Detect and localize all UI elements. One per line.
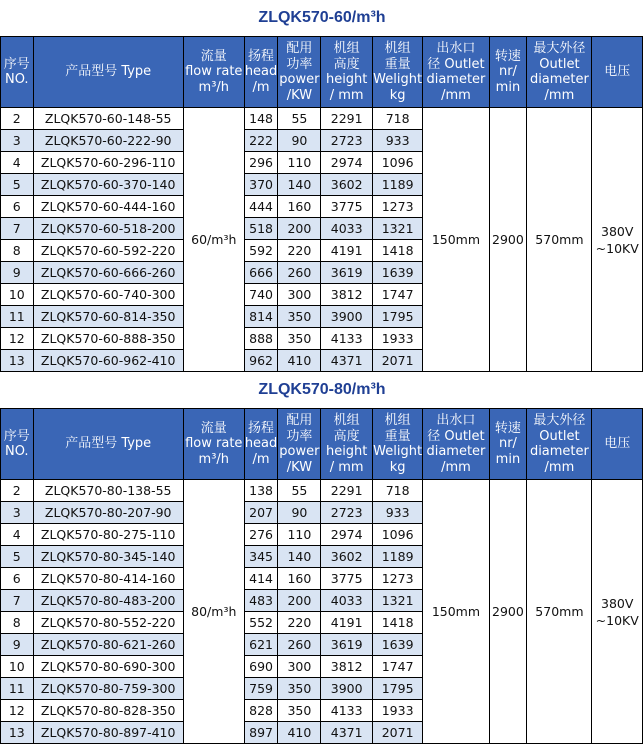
cell-head: 483 [244, 590, 278, 612]
cell-height: 3619 [321, 634, 372, 656]
header-line: height [325, 72, 368, 87]
cell-head: 814 [244, 306, 278, 328]
cell-power: 200 [278, 590, 321, 612]
cell-weight: 1795 [372, 678, 422, 700]
cell-no: 13 [1, 722, 34, 744]
cell-model: ZLQK570-60-814-350 [33, 306, 183, 328]
cell-weight: 1273 [372, 568, 422, 590]
cell-model: ZLQK570-60-962-410 [33, 350, 183, 372]
voltage-line: ~10KV [595, 240, 639, 256]
cell-weight: 2071 [372, 722, 422, 744]
cell-height: 3775 [321, 568, 372, 590]
cell-height: 3900 [321, 306, 372, 328]
cell-head: 518 [244, 218, 278, 240]
header-line: 机组 [384, 41, 411, 56]
cell-head: 222 [244, 130, 278, 152]
cell-height: 3812 [321, 656, 372, 678]
header-line: 产品型号 Type [65, 436, 152, 452]
header-line: 径 Outlet [427, 428, 485, 444]
header-line: 扬程 [248, 48, 275, 64]
cell-model: ZLQK570-60-518-200 [33, 218, 183, 240]
header-line: Outlet [539, 428, 580, 444]
header-maxdia [527, 37, 592, 108]
section-title: ZLQK570-60/m³h [258, 9, 386, 26]
cell-weight: 1639 [372, 262, 422, 284]
cell-no: 2 [1, 480, 34, 502]
cell-model: ZLQK570-60-370-140 [33, 174, 183, 196]
cell-weight: 718 [372, 480, 422, 502]
cell-head: 207 [244, 502, 278, 524]
cell-weight: 1418 [372, 240, 422, 262]
cell-head: 138 [244, 480, 278, 502]
header-line: power [279, 444, 320, 459]
voltage-line: 380V [601, 595, 634, 611]
cell-head: 621 [244, 634, 278, 656]
cell-no: 12 [1, 700, 34, 722]
cell-head: 414 [244, 568, 278, 590]
cell-head: 828 [244, 700, 278, 722]
header-line: / mm [329, 459, 364, 475]
voltage-line: ~10KV [595, 612, 639, 628]
cell-model: ZLQK570-80-483-200 [33, 590, 183, 612]
header-line: 机组 [384, 413, 411, 428]
spec-table [0, 408, 643, 744]
cell-weight: 1747 [372, 656, 422, 678]
cell-model: ZLQK570-80-897-410 [33, 722, 183, 744]
cell-power: 300 [278, 656, 321, 678]
header-line: 机组 [333, 41, 360, 56]
cell-no: 10 [1, 284, 34, 306]
cell-height: 4371 [321, 350, 372, 372]
cell-power: 410 [278, 350, 321, 372]
header-line: head [244, 64, 278, 80]
cell-no: 13 [1, 350, 34, 372]
cell-model: ZLQK570-60-222-90 [33, 130, 183, 152]
cell-no: 9 [1, 634, 34, 656]
cell-power: 110 [278, 524, 321, 546]
cell-height: 4191 [321, 612, 372, 634]
header-head [244, 409, 278, 480]
cell-power: 55 [278, 480, 321, 502]
cell-weight: 933 [372, 130, 422, 152]
header-line: Welight [373, 72, 423, 87]
header-voltage [592, 37, 643, 108]
cell-power: 140 [278, 546, 321, 568]
cell-height: 2291 [321, 480, 372, 502]
cell-model: ZLQK570-80-828-350 [33, 700, 183, 722]
header-no [1, 409, 34, 480]
cell-head: 888 [244, 328, 278, 350]
cell-maxdia: 570mm [527, 480, 592, 744]
header-power [278, 409, 321, 480]
cell-voltage [592, 480, 643, 744]
cell-power: 90 [278, 130, 321, 152]
header-speed [489, 37, 527, 108]
cell-model: ZLQK570-80-275-110 [33, 524, 183, 546]
cell-speed: 2900 [489, 108, 527, 372]
header-line: m³/h [198, 451, 230, 467]
header-line: 机组 [333, 413, 360, 428]
cell-weight: 1189 [372, 546, 422, 568]
cell-power: 350 [278, 306, 321, 328]
header-line: 最大外径 [533, 413, 586, 428]
cell-model: ZLQK570-80-621-260 [33, 634, 183, 656]
cell-model: ZLQK570-80-414-160 [33, 568, 183, 590]
header-line: flow rate [185, 64, 243, 80]
header-speed [489, 409, 527, 480]
cell-power: 160 [278, 568, 321, 590]
cell-outlet: 150mm [423, 108, 489, 372]
cell-power: 260 [278, 262, 321, 284]
cell-no: 8 [1, 612, 34, 634]
cell-no: 6 [1, 568, 34, 590]
header-line: 高度 [333, 56, 360, 72]
header-line: power [279, 72, 320, 87]
cell-weight: 1795 [372, 306, 422, 328]
cell-no: 10 [1, 656, 34, 678]
header-model [33, 37, 183, 108]
cell-height: 2723 [321, 130, 372, 152]
header-line: /KW [286, 459, 313, 475]
cell-head: 666 [244, 262, 278, 284]
cell-weight: 1321 [372, 590, 422, 612]
cell-weight: 1321 [372, 218, 422, 240]
header-height [321, 37, 372, 108]
header-line: 重量 [384, 56, 411, 72]
spec-table [0, 36, 643, 372]
header-line: 径 Outlet [427, 56, 485, 72]
header-line: 功率 [286, 56, 313, 72]
header-line: diameter [529, 72, 589, 87]
header-line: diameter [426, 72, 486, 87]
cell-no: 2 [1, 108, 34, 130]
cell-head: 962 [244, 350, 278, 372]
cell-head: 444 [244, 196, 278, 218]
cell-outlet: 150mm [423, 480, 489, 744]
cell-weight: 1639 [372, 634, 422, 656]
cell-power: 350 [278, 328, 321, 350]
cell-power: 160 [278, 196, 321, 218]
header-maxdia [527, 409, 592, 480]
cell-height: 3775 [321, 196, 372, 218]
cell-flow: 60/m³h [183, 108, 244, 372]
header-outlet [423, 409, 489, 480]
cell-power: 350 [278, 678, 321, 700]
header-line: /mm [544, 87, 575, 103]
cell-no: 11 [1, 306, 34, 328]
table-row [1, 108, 643, 130]
header-line: 出水口 [436, 413, 476, 428]
header-line: 转速 [494, 420, 521, 436]
cell-head: 296 [244, 152, 278, 174]
header-line: 流量 [200, 48, 227, 64]
cell-speed: 2900 [489, 480, 527, 744]
cell-height: 3812 [321, 284, 372, 306]
cell-height: 4191 [321, 240, 372, 262]
cell-height: 3900 [321, 678, 372, 700]
header-line: /KW [286, 87, 313, 103]
cell-weight: 1189 [372, 174, 422, 196]
cell-no: 7 [1, 590, 34, 612]
cell-height: 4033 [321, 590, 372, 612]
cell-no: 4 [1, 524, 34, 546]
cell-weight: 1418 [372, 612, 422, 634]
header-line: 转速 [494, 48, 521, 64]
cell-model: ZLQK570-60-888-350 [33, 328, 183, 350]
header-line: 产品型号 Type [65, 64, 152, 80]
header-outlet [423, 37, 489, 108]
cell-power: 350 [278, 700, 321, 722]
cell-height: 2291 [321, 108, 372, 130]
cell-weight: 718 [372, 108, 422, 130]
header-line: 扬程 [248, 420, 275, 436]
header-row [1, 37, 643, 108]
header-line: 序号 [3, 56, 30, 72]
header-line: 配用 [286, 41, 313, 56]
cell-head: 345 [244, 546, 278, 568]
cell-power: 140 [278, 174, 321, 196]
header-line: nr/ [498, 436, 517, 452]
header-line: 序号 [3, 428, 30, 444]
cell-weight: 1933 [372, 700, 422, 722]
header-flow [183, 37, 244, 108]
table-row [1, 480, 643, 502]
cell-model: ZLQK570-80-207-90 [33, 502, 183, 524]
header-line: NO. [5, 444, 29, 459]
cell-no: 12 [1, 328, 34, 350]
cell-height: 2974 [321, 152, 372, 174]
header-line: head [244, 436, 278, 452]
cell-no: 9 [1, 262, 34, 284]
header-height [321, 409, 372, 480]
header-line: 电压 [604, 64, 631, 80]
cell-no: 5 [1, 546, 34, 568]
cell-head: 552 [244, 612, 278, 634]
header-line: 高度 [333, 428, 360, 444]
cell-maxdia: 570mm [527, 108, 592, 372]
cell-height: 4033 [321, 218, 372, 240]
cell-no: 8 [1, 240, 34, 262]
cell-model: ZLQK570-60-148-55 [33, 108, 183, 130]
cell-model: ZLQK570-60-296-110 [33, 152, 183, 174]
header-line: height [325, 444, 368, 459]
header-line: nr/ [498, 64, 517, 80]
header-line: flow rate [185, 436, 243, 452]
header-line: /m [252, 79, 270, 95]
cell-model: ZLQK570-60-666-260 [33, 262, 183, 284]
header-line: m³/h [198, 79, 230, 95]
cell-head: 759 [244, 678, 278, 700]
cell-height: 3602 [321, 174, 372, 196]
header-line: /mm [544, 459, 575, 475]
header-line: /mm [441, 87, 471, 103]
cell-model: ZLQK570-80-345-140 [33, 546, 183, 568]
cell-head: 690 [244, 656, 278, 678]
cell-model: ZLQK570-80-138-55 [33, 480, 183, 502]
header-model [33, 409, 183, 480]
header-power [278, 37, 321, 108]
cell-height: 3619 [321, 262, 372, 284]
cell-weight: 933 [372, 502, 422, 524]
cell-model: ZLQK570-80-759-300 [33, 678, 183, 700]
cell-weight: 1747 [372, 284, 422, 306]
voltage-line: 380V [601, 223, 634, 239]
header-line: kg [389, 87, 406, 103]
cell-weight: 1096 [372, 524, 422, 546]
cell-power: 200 [278, 218, 321, 240]
cell-model: ZLQK570-60-740-300 [33, 284, 183, 306]
header-weight [372, 37, 422, 108]
cell-head: 148 [244, 108, 278, 130]
cell-head: 897 [244, 722, 278, 744]
header-weight [372, 409, 422, 480]
cell-head: 276 [244, 524, 278, 546]
cell-no: 5 [1, 174, 34, 196]
cell-height: 4371 [321, 722, 372, 744]
header-row [1, 409, 643, 480]
cell-flow: 80/m³h [183, 480, 244, 744]
cell-head: 370 [244, 174, 278, 196]
cell-power: 55 [278, 108, 321, 130]
cell-model: ZLQK570-60-444-160 [33, 196, 183, 218]
cell-model: ZLQK570-60-592-220 [33, 240, 183, 262]
cell-power: 90 [278, 502, 321, 524]
header-no [1, 37, 34, 108]
cell-power: 410 [278, 722, 321, 744]
header-line: Welight [373, 444, 423, 459]
cell-weight: 1933 [372, 328, 422, 350]
cell-no: 3 [1, 502, 34, 524]
cell-height: 3602 [321, 546, 372, 568]
section-title: ZLQK570-80/m³h [258, 381, 386, 398]
cell-model: ZLQK570-80-690-300 [33, 656, 183, 678]
cell-power: 260 [278, 634, 321, 656]
header-line: 出水口 [436, 41, 476, 56]
cell-height: 4133 [321, 328, 372, 350]
cell-voltage [592, 108, 643, 372]
header-line: diameter [529, 444, 589, 459]
cell-head: 592 [244, 240, 278, 262]
cell-weight: 1273 [372, 196, 422, 218]
cell-power: 220 [278, 612, 321, 634]
cell-no: 4 [1, 152, 34, 174]
header-flow [183, 409, 244, 480]
cell-height: 2723 [321, 502, 372, 524]
header-line: min [495, 79, 521, 95]
header-head [244, 37, 278, 108]
header-line: kg [389, 459, 406, 475]
cell-model: ZLQK570-80-552-220 [33, 612, 183, 634]
cell-weight: 1096 [372, 152, 422, 174]
cell-power: 300 [278, 284, 321, 306]
header-line: 最大外径 [533, 41, 586, 56]
header-line: NO. [5, 72, 29, 87]
header-line: 功率 [286, 428, 313, 444]
cell-no: 7 [1, 218, 34, 240]
cell-height: 2974 [321, 524, 372, 546]
header-line: 配用 [286, 413, 313, 428]
cell-no: 3 [1, 130, 34, 152]
header-line: /m [252, 451, 270, 467]
cell-power: 220 [278, 240, 321, 262]
header-line: min [495, 451, 521, 467]
cell-power: 110 [278, 152, 321, 174]
cell-weight: 2071 [372, 350, 422, 372]
cell-no: 6 [1, 196, 34, 218]
cell-head: 740 [244, 284, 278, 306]
header-line: diameter [426, 444, 486, 459]
header-line: Outlet [539, 56, 580, 72]
header-line: 重量 [384, 428, 411, 444]
cell-height: 4133 [321, 700, 372, 722]
header-line: /mm [441, 459, 471, 475]
header-voltage [592, 409, 643, 480]
cell-no: 11 [1, 678, 34, 700]
header-line: / mm [329, 87, 364, 103]
header-line: 流量 [200, 420, 227, 436]
header-line: 电压 [604, 436, 631, 452]
